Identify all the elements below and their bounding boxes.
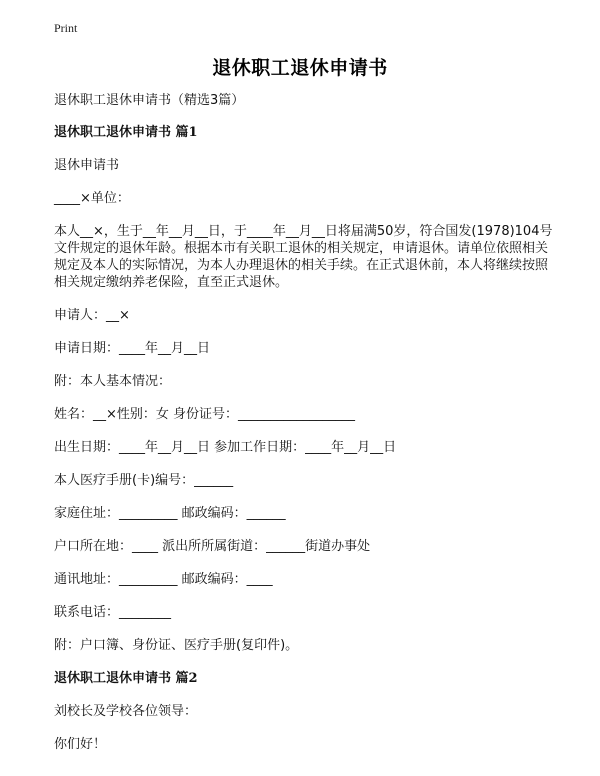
section-heading-2: 退休职工退休申请书 篇2 — [54, 671, 198, 686]
home-address-line: 家庭住址：_________ 邮政编码：______ — [54, 506, 286, 521]
document-title: 退休职工退休申请书 — [212, 57, 388, 79]
salutation-line: 刘校长及学校各位领导： — [54, 704, 198, 719]
birth-work-date-line: 出生日期：____年__月__日 参加工作日期：____年__月__日 — [54, 440, 397, 455]
applicant-line: 申请人：__× — [54, 308, 130, 323]
household-registration-line: 户口所在地：____ 派出所所属街道：______街道办事处 — [54, 539, 371, 554]
greeting-line: 你们好！ — [54, 737, 107, 752]
document-body — [54, 92, 554, 769]
letter-title: 退休申请书 — [54, 158, 120, 173]
basic-info-heading: 附：本人基本情况： — [54, 374, 172, 389]
application-date-line: 申请日期：____年__月__日 — [54, 341, 211, 356]
section-heading-1: 退休职工退休申请书 篇1 — [54, 125, 198, 140]
medical-card-line: 本人医疗手册(卡)编号：______ — [54, 473, 234, 488]
phone-line: 联系电话：________ — [54, 605, 172, 620]
print-link[interactable]: Print — [54, 21, 78, 35]
name-gender-id-line: 姓名：__×性别：女 身份证号：__________________ — [54, 407, 356, 422]
attachments-line: 附：户口簿、身份证、医疗手册(复印件)。 — [54, 638, 299, 653]
body-paragraph: 本人__×，生于__年__月__日，于____年__月__日将届满50岁，符合国发(1978)104号文件规定的退休年龄。根据本市有关职工退休的相关规定，申请退休。请单位依照相关规定及本人的实际情况，为本人办理退休的相关手续。在正式退休前，本人将继续按照相关规定缴纳养老保险，直至正式退休。 — [54, 224, 553, 290]
mailing-address-line: 通讯地址：_________ 邮政编码：____ — [54, 572, 273, 587]
recipient-line: ____×单位： — [54, 191, 130, 206]
document-subtitle: 退休职工退休申请书（精选3篇） — [54, 93, 245, 108]
